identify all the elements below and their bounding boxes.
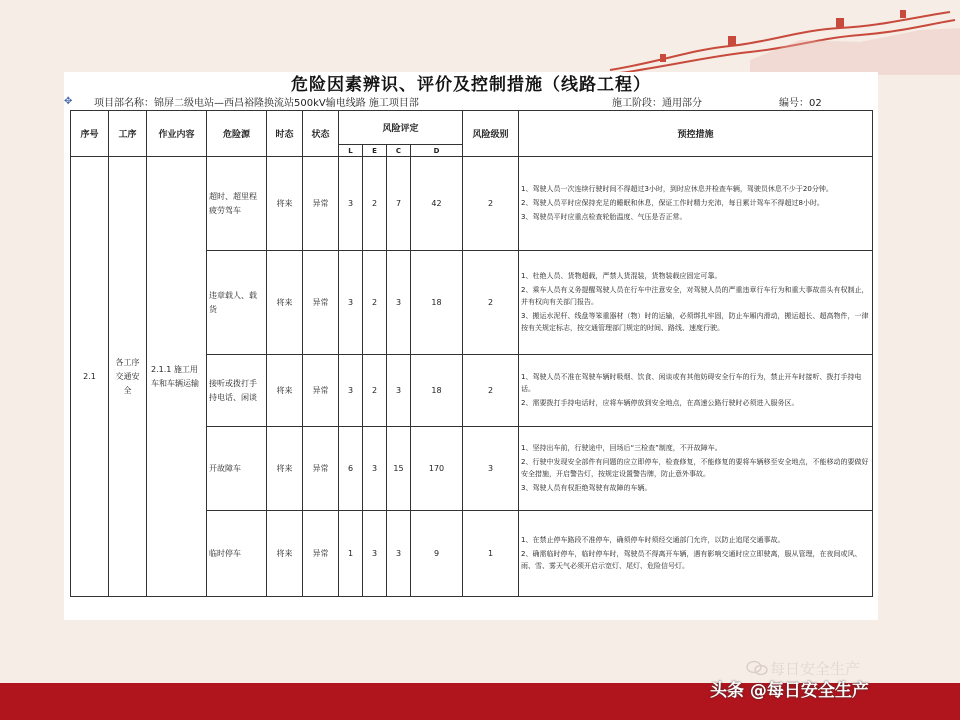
- header-measures: 预控措施: [519, 111, 873, 157]
- header-risk-eval: 风险评定: [339, 111, 463, 145]
- measures-cell: [519, 157, 873, 251]
- measure-item: 2、需要拨打手持电话时，应将车辆停放到安全地点，在高速公路行驶时必须进入服务区。: [521, 398, 799, 407]
- group-no: 2.1: [71, 157, 109, 597]
- document-meta: [64, 97, 878, 111]
- E-cell: 2: [363, 355, 387, 427]
- measure-item: 1、驾驶人员不准在驾驶车辆时吸烟、饮食、闲谈或有其他妨碍安全行车的行为，禁止开车时接听、拨打手持电话。: [521, 372, 862, 393]
- header-L: L: [339, 145, 363, 157]
- E-cell: 2: [363, 157, 387, 251]
- measure-item: 3、驾驶员平时应重点检查轮胎温度、气压是否正常。: [521, 212, 687, 221]
- E-cell: 2: [363, 251, 387, 355]
- risk-table: [70, 110, 873, 597]
- document-sheet: [64, 72, 878, 620]
- E-cell: 3: [363, 511, 387, 597]
- C-cell: 3: [387, 251, 411, 355]
- D-cell: 18: [411, 355, 463, 427]
- measure-item: 2、行驶中发现安全部件有问题的应立即停车，检查修复，不能修复的要将车辆移至安全地点，不能移动的要做好安全措施，开启警告灯，按规定设置警告牌，防止意外事故。: [521, 457, 869, 478]
- header-work: 作业内容: [147, 111, 207, 157]
- C-cell: 3: [387, 355, 411, 427]
- level-cell: 2: [463, 251, 519, 355]
- measure-item: 2、驾驶人员平时应保持充足的睡眠和休息，保证工作时精力充沛，每日累计驾车不得超过8小时。: [521, 198, 824, 207]
- hazard-cell: 接听或拨打手持电话、闲谈: [207, 355, 267, 427]
- project-name: 项目部名称：锦屏二级电站—西昌裕隆换流站500kV输电线路 施工项目部: [94, 98, 419, 109]
- header-D: D: [411, 145, 463, 157]
- measure-item: 2、乘车人员有义务提醒驾驶人员在行车中注意安全，对驾驶人员的严重违章行车行为和重大事故苗头有权制止，并有权向有关部门报告。: [521, 285, 869, 306]
- hazard-cell: 超时、超里程疲劳驾车: [207, 157, 267, 251]
- header-state: 状态: [303, 111, 339, 157]
- wechat-icon: [745, 660, 769, 676]
- D-cell: 9: [411, 511, 463, 597]
- L-cell: 3: [339, 157, 363, 251]
- D-cell: 18: [411, 251, 463, 355]
- document-code: 编号：02: [779, 98, 822, 109]
- C-cell: 7: [387, 157, 411, 251]
- level-cell: 1: [463, 511, 519, 597]
- measure-item: 3、驾驶人员有权拒绝驾驶有故障的车辆。: [521, 483, 652, 492]
- measure-item: 1、杜绝人员、货物超载，严禁人货混装，货物装载应固定可靠。: [521, 271, 722, 280]
- tense-cell: 将来: [267, 511, 303, 597]
- measure-item: 1、驾驶人员一次连续行驶时间不得超过3小时，到时应休息并检查车辆，驾驶员休息不少于20分钟。: [521, 184, 833, 193]
- E-cell: 3: [363, 427, 387, 511]
- L-cell: 1: [339, 511, 363, 597]
- D-cell: 170: [411, 427, 463, 511]
- L-cell: 3: [339, 251, 363, 355]
- level-cell: 3: [463, 427, 519, 511]
- header-level: 风险级别: [463, 111, 519, 157]
- C-cell: 3: [387, 511, 411, 597]
- header-E: E: [363, 145, 387, 157]
- L-cell: 3: [339, 355, 363, 427]
- header-hazard: 危险源: [207, 111, 267, 157]
- state-cell: 异常: [303, 427, 339, 511]
- measure-item: 1、在禁止停车路段不准停车，确须停车时须经交通部门允许，以防止追尾交通事故。: [521, 535, 785, 544]
- tense-cell: 将来: [267, 427, 303, 511]
- state-cell: 异常: [303, 511, 339, 597]
- C-cell: 15: [387, 427, 411, 511]
- great-wall-illustration: [600, 0, 960, 75]
- tense-cell: 将来: [267, 355, 303, 427]
- state-cell: 异常: [303, 157, 339, 251]
- header-tense: 时态: [267, 111, 303, 157]
- move-handle-icon[interactable]: ✥: [64, 96, 73, 107]
- tense-cell: 将来: [267, 251, 303, 355]
- state-cell: 异常: [303, 251, 339, 355]
- measure-item: 2、确需临时停车，临时停车时，驾驶员不得离开车辆，遇有影响交通时应立即驶离，服从管理，在夜间或风、雨、雪、雾天气必须开启示宽灯、尾灯、危险信号灯。: [521, 549, 862, 570]
- hazard-cell: 违章载人、载货: [207, 251, 267, 355]
- header-no: 序号: [71, 111, 109, 157]
- D-cell: 42: [411, 157, 463, 251]
- group-process: 各工序交通安全: [109, 157, 147, 597]
- L-cell: 6: [339, 427, 363, 511]
- table-row: [71, 157, 873, 251]
- measures-cell: [519, 427, 873, 511]
- header-process: 工序: [109, 111, 147, 157]
- hazard-cell: 开故障车: [207, 427, 267, 511]
- measures-cell: [519, 251, 873, 355]
- measure-item: 1、坚持出车前，行驶途中，回场后“三检查”制度，不开故障车。: [521, 443, 722, 452]
- level-cell: 2: [463, 157, 519, 251]
- level-cell: 2: [463, 355, 519, 427]
- header-C: C: [387, 145, 411, 157]
- construction-stage: 施工阶段：通用部分: [612, 98, 702, 109]
- ghost-watermark: 每日安全生产: [770, 660, 861, 678]
- document-title: 危险因素辨识、评价及控制措施（线路工程）: [291, 75, 651, 95]
- measures-cell: [519, 355, 873, 427]
- hazard-cell: 临时停车: [207, 511, 267, 597]
- group-work: 2.1.1 施工用车和车辆运输: [147, 157, 207, 597]
- state-cell: 异常: [303, 355, 339, 427]
- measure-item: 3、搬运水泥杆、线盘等笨重器材（物）时的运输，必须绑扎牢固，防止车厢内滑动，搬运超长、超高物件，一律按有关规定标志，按交通管理部门规定的时间、路线、速度行驶。: [521, 311, 869, 332]
- measures-cell: [519, 511, 873, 597]
- watermark: 头条 @每日安全生产: [710, 681, 869, 701]
- tense-cell: 将来: [267, 157, 303, 251]
